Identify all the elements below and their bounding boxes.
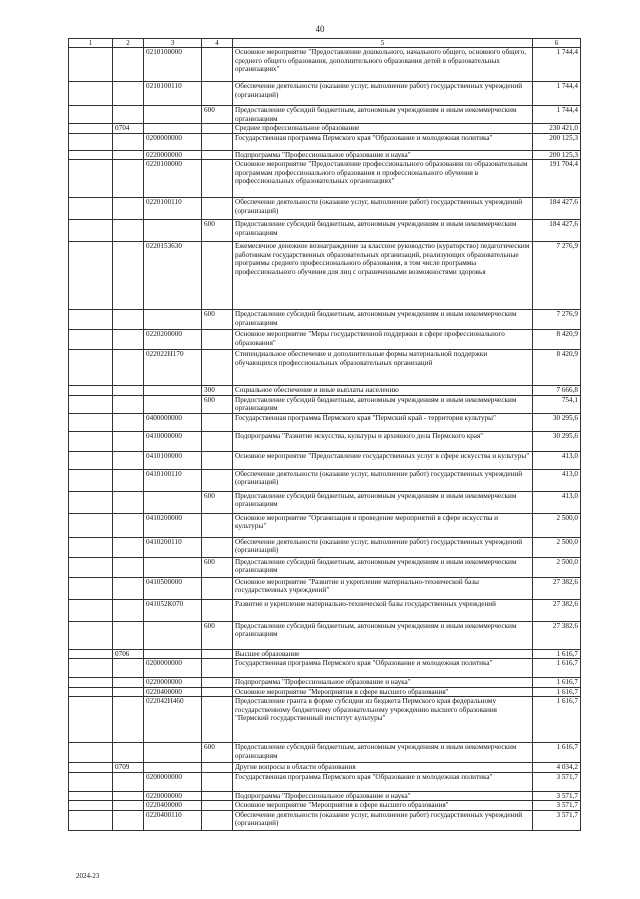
- expense-type-cell: [202, 330, 233, 350]
- column-header: 5: [233, 39, 533, 48]
- section-code-cell: [113, 150, 144, 159]
- page-number: 40: [315, 24, 325, 34]
- target-item-cell: 0410000000: [144, 431, 202, 451]
- expense-type-cell: 600: [202, 395, 233, 413]
- item-name-cell: Основное мероприятие "Предоставление дошкольного, начального общего, основного общего, среднего общего образования, дополнительного образования детей в образовательных организациях": [233, 48, 533, 82]
- item-name-cell: Предоставление субсидий бюджетным, автономным учреждениям и иным некоммерческим организациям: [233, 106, 533, 124]
- item-name-cell: Стипендиальное обеспечение и дополнительные формы материальной поддержки обучающихся профессиональных образовательных организаций: [233, 350, 533, 386]
- expense-type-cell: [202, 513, 233, 537]
- expense-type-cell: [202, 687, 233, 696]
- amount-cell: 8 420,9: [533, 350, 581, 386]
- table-row: [69, 386, 581, 395]
- empty-cell: [69, 791, 113, 800]
- section-code-cell: [113, 386, 144, 395]
- item-name-cell: Государственная программа Пермского края "Образование и молодежная политика": [233, 772, 533, 791]
- target-item-cell: 0410100110: [144, 469, 202, 491]
- expense-type-cell: [202, 82, 233, 106]
- section-code-cell: [113, 106, 144, 124]
- empty-cell: [69, 431, 113, 451]
- empty-cell: [69, 743, 113, 763]
- section-code-cell: [113, 537, 144, 557]
- item-name-cell: Обеспечение деятельности (оказание услуг, выполнение работ) государственных учреждений (организаций): [233, 198, 533, 220]
- column-header: 3: [144, 39, 202, 48]
- section-code-cell: [113, 621, 144, 649]
- target-item-cell: [144, 649, 202, 658]
- amount-cell: 1 616,7: [533, 659, 581, 678]
- empty-cell: [69, 599, 113, 621]
- target-item-cell: [144, 557, 202, 577]
- expense-type-cell: [202, 772, 233, 791]
- table-row: [69, 82, 581, 106]
- item-name-cell: Развитие и укрепление материально-технической базы государственных учреждений: [233, 599, 533, 621]
- amount-cell: 1 616,7: [533, 649, 581, 658]
- expense-type-cell: [202, 599, 233, 621]
- empty-cell: [69, 48, 113, 82]
- empty-cell: [69, 310, 113, 330]
- item-name-cell: Обеспечение деятельности (оказание услуг, выполнение работ) государственных учреждений (организаций): [233, 82, 533, 106]
- empty-cell: [69, 557, 113, 577]
- amount-cell: 754,1: [533, 395, 581, 413]
- item-name-cell: Предоставление субсидий бюджетным, автономным учреждениям и иным некоммерческим организациям: [233, 557, 533, 577]
- empty-cell: [69, 491, 113, 513]
- table-row: [69, 557, 581, 577]
- target-item-cell: [144, 220, 202, 242]
- section-code-cell: [113, 160, 144, 198]
- target-item-cell: 0220400110: [144, 810, 202, 830]
- item-name-cell: Основное мероприятие "Развитие и укрепление материально-технической базы государственных учреждений": [233, 577, 533, 599]
- section-code-cell: [113, 413, 144, 431]
- table-row: [69, 763, 581, 772]
- expense-type-cell: 600: [202, 557, 233, 577]
- target-item-cell: 0220000000: [144, 150, 202, 159]
- amount-cell: 2 500,0: [533, 557, 581, 577]
- empty-cell: [69, 150, 113, 159]
- amount-cell: 8 420,9: [533, 330, 581, 350]
- expense-type-cell: 300: [202, 386, 233, 395]
- target-item-cell: 0220153630: [144, 242, 202, 310]
- empty-cell: [69, 82, 113, 106]
- amount-cell: 1 616,7: [533, 743, 581, 763]
- expense-type-cell: [202, 242, 233, 310]
- amount-cell: 184 427,6: [533, 198, 581, 220]
- empty-cell: [69, 413, 113, 431]
- amount-cell: 27 382,6: [533, 577, 581, 599]
- table-row: [69, 106, 581, 124]
- empty-cell: [69, 621, 113, 649]
- expense-type-cell: 600: [202, 621, 233, 649]
- expense-type-cell: [202, 537, 233, 557]
- amount-cell: 1 616,7: [533, 678, 581, 687]
- expense-type-cell: [202, 763, 233, 772]
- target-item-cell: [144, 491, 202, 513]
- item-name-cell: Подпрограмма "Профессиональное образование и наука": [233, 791, 533, 800]
- section-code-cell: [113, 198, 144, 220]
- expense-type-cell: 600: [202, 106, 233, 124]
- item-name-cell: Обеспечение деятельности (оказание услуг, выполнение работ) государственных учреждений (организаций): [233, 537, 533, 557]
- item-name-cell: Подпрограмма "Профессиональное образование и наука": [233, 678, 533, 687]
- empty-cell: [69, 687, 113, 696]
- column-header: 6: [533, 39, 581, 48]
- expense-type-cell: [202, 48, 233, 82]
- section-code-cell: [113, 48, 144, 82]
- section-code-cell: [113, 451, 144, 469]
- table-row: [69, 577, 581, 599]
- empty-cell: [69, 537, 113, 557]
- target-item-cell: 022042Н460: [144, 697, 202, 743]
- item-name-cell: Среднее профессиональное образование: [233, 124, 533, 133]
- table-row: [69, 124, 581, 133]
- expense-type-cell: [202, 801, 233, 810]
- table-row: [69, 160, 581, 198]
- expense-type-cell: [202, 649, 233, 658]
- item-name-cell: Предоставление субсидий бюджетным, автономным учреждениям и иным некоммерческим организациям: [233, 395, 533, 413]
- table-row: [69, 649, 581, 658]
- amount-cell: 30 295,6: [533, 413, 581, 431]
- amount-cell: 27 382,6: [533, 621, 581, 649]
- amount-cell: 413,0: [533, 491, 581, 513]
- item-name-cell: Высшее образование: [233, 649, 533, 658]
- table-row: [69, 537, 581, 557]
- table-row: [69, 350, 581, 386]
- amount-cell: 30 295,6: [533, 431, 581, 451]
- table-row: [69, 491, 581, 513]
- item-name-cell: Обеспечение деятельности (оказание услуг, выполнение работ) государственных учреждений (организаций): [233, 810, 533, 830]
- section-code-cell: [113, 82, 144, 106]
- empty-cell: [69, 106, 113, 124]
- target-item-cell: 0400000000: [144, 413, 202, 431]
- expense-type-cell: [202, 659, 233, 678]
- expense-type-cell: [202, 577, 233, 599]
- section-code-cell: [113, 431, 144, 451]
- empty-cell: [69, 350, 113, 386]
- section-code-cell: [113, 491, 144, 513]
- amount-cell: 1 744,4: [533, 48, 581, 82]
- section-code-cell: [113, 242, 144, 310]
- amount-cell: 3 571,7: [533, 772, 581, 791]
- empty-cell: [69, 198, 113, 220]
- empty-cell: [69, 124, 113, 133]
- section-code-cell: [113, 133, 144, 150]
- empty-cell: [69, 330, 113, 350]
- budget-table: [68, 38, 581, 831]
- table-row: [69, 48, 581, 82]
- expense-type-cell: [202, 198, 233, 220]
- table-row: [69, 810, 581, 830]
- expense-type-cell: [202, 431, 233, 451]
- section-code-cell: [113, 513, 144, 537]
- target-item-cell: 041052К070: [144, 599, 202, 621]
- target-item-cell: 0410200110: [144, 537, 202, 557]
- expense-type-cell: 600: [202, 220, 233, 242]
- table-row: [69, 513, 581, 537]
- section-code-cell: [113, 810, 144, 830]
- target-item-cell: [144, 621, 202, 649]
- amount-cell: 7 276,9: [533, 242, 581, 310]
- empty-cell: [69, 678, 113, 687]
- table-row: [69, 242, 581, 310]
- item-name-cell: Подпрограмма "Профессиональное образование и наука": [233, 150, 533, 159]
- expense-type-cell: [202, 350, 233, 386]
- target-item-cell: 0410200000: [144, 513, 202, 537]
- target-item-cell: [144, 395, 202, 413]
- table-row: [69, 330, 581, 350]
- section-code-cell: [113, 687, 144, 696]
- table-row: [69, 310, 581, 330]
- table-row: [69, 697, 581, 743]
- expense-type-cell: 600: [202, 743, 233, 763]
- item-name-cell: Предоставление субсидий бюджетным, автономным учреждениям и иным некоммерческим организациям: [233, 310, 533, 330]
- expense-type-cell: [202, 124, 233, 133]
- section-code-cell: [113, 577, 144, 599]
- target-item-cell: [144, 106, 202, 124]
- section-code-cell: [113, 678, 144, 687]
- empty-cell: [69, 763, 113, 772]
- item-name-cell: Основное мероприятие "Мероприятия в сфере высшего образования": [233, 801, 533, 810]
- amount-cell: 2 500,0: [533, 513, 581, 537]
- table-row: [69, 791, 581, 800]
- item-name-cell: Предоставление субсидий бюджетным, автономным учреждениям и иным некоммерческим организациям: [233, 491, 533, 513]
- target-item-cell: 0200000000: [144, 772, 202, 791]
- section-code-cell: [113, 659, 144, 678]
- target-item-cell: [144, 386, 202, 395]
- item-name-cell: Государственная программа Пермского края "Образование и молодежная политика": [233, 659, 533, 678]
- amount-cell: 184 427,6: [533, 220, 581, 242]
- table-row: [69, 659, 581, 678]
- item-name-cell: Социальное обеспечение и иные выплаты населению: [233, 386, 533, 395]
- expense-type-cell: [202, 678, 233, 687]
- target-item-cell: 0220400000: [144, 801, 202, 810]
- section-code-cell: [113, 697, 144, 743]
- item-name-cell: Основное мероприятие "Предоставление профессионального образования по образовательным программам профессионального образования и профессионального обучения в профессиональных образовательных организациях": [233, 160, 533, 198]
- table-row: [69, 198, 581, 220]
- amount-cell: 413,0: [533, 469, 581, 491]
- table-row: [69, 150, 581, 159]
- amount-cell: 3 571,7: [533, 801, 581, 810]
- section-code-cell: [113, 310, 144, 330]
- expense-type-cell: [202, 133, 233, 150]
- empty-cell: [69, 513, 113, 537]
- target-item-cell: [144, 124, 202, 133]
- target-item-cell: [144, 743, 202, 763]
- amount-cell: 7 666,8: [533, 386, 581, 395]
- expense-type-cell: 600: [202, 310, 233, 330]
- section-code-cell: [113, 743, 144, 763]
- section-code-cell: [113, 350, 144, 386]
- amount-cell: 7 276,9: [533, 310, 581, 330]
- expense-type-cell: [202, 791, 233, 800]
- table-row: [69, 413, 581, 431]
- item-name-cell: Другие вопросы в области образования: [233, 763, 533, 772]
- empty-cell: [69, 220, 113, 242]
- item-name-cell: Предоставление гранта в форме субсидии из бюджета Пермского края федеральному государственному бюджетному образовательному учреждению высшего образования "Пермский государственный институт культуры": [233, 697, 533, 743]
- item-name-cell: Основное мероприятие "Предоставление государственных услуг в сфере искусства и культуры": [233, 451, 533, 469]
- target-item-cell: 0200000000: [144, 133, 202, 150]
- target-item-cell: 0220100000: [144, 160, 202, 198]
- target-item-cell: 0410100000: [144, 451, 202, 469]
- section-code-cell: [113, 395, 144, 413]
- table-row: [69, 621, 581, 649]
- table-row: [69, 687, 581, 696]
- table-row: [69, 220, 581, 242]
- amount-cell: 413,0: [533, 451, 581, 469]
- section-code-cell: [113, 791, 144, 800]
- item-name-cell: Предоставление субсидий бюджетным, автономным учреждениям и иным некоммерческим организациям: [233, 220, 533, 242]
- amount-cell: 3 571,7: [533, 810, 581, 830]
- amount-cell: 1 616,7: [533, 687, 581, 696]
- section-code-cell: 0704: [113, 124, 144, 133]
- item-name-cell: Подпрограмма "Развитие искусства, культуры и архивного дела Пермского края": [233, 431, 533, 451]
- column-header: 4: [202, 39, 233, 48]
- item-name-cell: Государственная программа Пермского края "Пермский край - территория культуры": [233, 413, 533, 431]
- target-item-cell: 0210100000: [144, 48, 202, 82]
- item-name-cell: Предоставление субсидий бюджетным, автономным учреждениям и иным некоммерческим организациям: [233, 743, 533, 763]
- expense-type-cell: 600: [202, 491, 233, 513]
- amount-cell: 200 125,3: [533, 150, 581, 159]
- amount-cell: 4 034,2: [533, 763, 581, 772]
- table-row: [69, 451, 581, 469]
- target-item-cell: 0200000000: [144, 659, 202, 678]
- amount-cell: 1 616,7: [533, 697, 581, 743]
- amount-cell: 191 704,4: [533, 160, 581, 198]
- table-row: [69, 469, 581, 491]
- amount-cell: 2 500,0: [533, 537, 581, 557]
- section-code-cell: [113, 801, 144, 810]
- amount-cell: 3 571,7: [533, 791, 581, 800]
- empty-cell: [69, 659, 113, 678]
- empty-cell: [69, 801, 113, 810]
- amount-cell: 200 125,3: [533, 133, 581, 150]
- table-row: [69, 772, 581, 791]
- table-row: [69, 395, 581, 413]
- footer-code: 2024-23: [76, 872, 100, 880]
- section-code-cell: [113, 469, 144, 491]
- column-header: 2: [113, 39, 144, 48]
- target-item-cell: 022022Н170: [144, 350, 202, 386]
- empty-cell: [69, 810, 113, 830]
- target-item-cell: 0410500000: [144, 577, 202, 599]
- section-code-cell: [113, 220, 144, 242]
- empty-cell: [69, 772, 113, 791]
- empty-cell: [69, 577, 113, 599]
- target-item-cell: 0220100110: [144, 198, 202, 220]
- item-name-cell: Предоставление субсидий бюджетным, автономным учреждениям и иным некоммерческим организациям: [233, 621, 533, 649]
- empty-cell: [69, 395, 113, 413]
- item-name-cell: Государственная программа Пермского края "Образование и молодежная политика": [233, 133, 533, 150]
- target-item-cell: 0220400000: [144, 687, 202, 696]
- section-code-cell: [113, 557, 144, 577]
- item-name-cell: Основное мероприятие "Меры государственной поддержки в сфере профессионального образования": [233, 330, 533, 350]
- expense-type-cell: [202, 150, 233, 159]
- section-code-cell: [113, 772, 144, 791]
- empty-cell: [69, 160, 113, 198]
- item-name-cell: Обеспечение деятельности (оказание услуг, выполнение работ) государственных учреждений (организаций): [233, 469, 533, 491]
- column-header: 1: [69, 39, 113, 48]
- target-item-cell: 0210100110: [144, 82, 202, 106]
- section-code-cell: [113, 599, 144, 621]
- target-item-cell: 0220000000: [144, 791, 202, 800]
- section-code-cell: 0709: [113, 763, 144, 772]
- table-row: [69, 599, 581, 621]
- table-row: [69, 678, 581, 687]
- expense-type-cell: [202, 413, 233, 431]
- target-item-cell: [144, 310, 202, 330]
- expense-type-cell: [202, 160, 233, 198]
- empty-cell: [69, 242, 113, 310]
- table-row: [69, 133, 581, 150]
- expense-type-cell: [202, 697, 233, 743]
- expense-type-cell: [202, 451, 233, 469]
- target-item-cell: 0220200000: [144, 330, 202, 350]
- table-row: [69, 743, 581, 763]
- expense-type-cell: [202, 810, 233, 830]
- empty-cell: [69, 451, 113, 469]
- empty-cell: [69, 469, 113, 491]
- empty-cell: [69, 386, 113, 395]
- empty-cell: [69, 133, 113, 150]
- expense-type-cell: [202, 469, 233, 491]
- item-name-cell: Основное мероприятие "Организация и проведение мероприятий в сфере искусства и культуры": [233, 513, 533, 537]
- item-name-cell: Основное мероприятие "Мероприятия в сфере высшего образования": [233, 687, 533, 696]
- amount-cell: 230 421,0: [533, 124, 581, 133]
- section-code-cell: 0706: [113, 649, 144, 658]
- target-item-cell: [144, 763, 202, 772]
- section-code-cell: [113, 330, 144, 350]
- amount-cell: 1 744,4: [533, 82, 581, 106]
- item-name-cell: Ежемесячное денежное вознаграждение за классное руководство (кураторство) педагогическим работникам государственных образовательных организаций, реализующих образовательные программы среднего профессионального образования, в том числе программы профессионального обучения для лиц с ограниченными возможностями здоровья: [233, 242, 533, 310]
- target-item-cell: 0220000000: [144, 678, 202, 687]
- column-number-row: [69, 39, 581, 48]
- amount-cell: 1 744,4: [533, 106, 581, 124]
- table-row: [69, 801, 581, 810]
- table-row: [69, 431, 581, 451]
- amount-cell: 27 382,6: [533, 599, 581, 621]
- empty-cell: [69, 697, 113, 743]
- empty-cell: [69, 649, 113, 658]
